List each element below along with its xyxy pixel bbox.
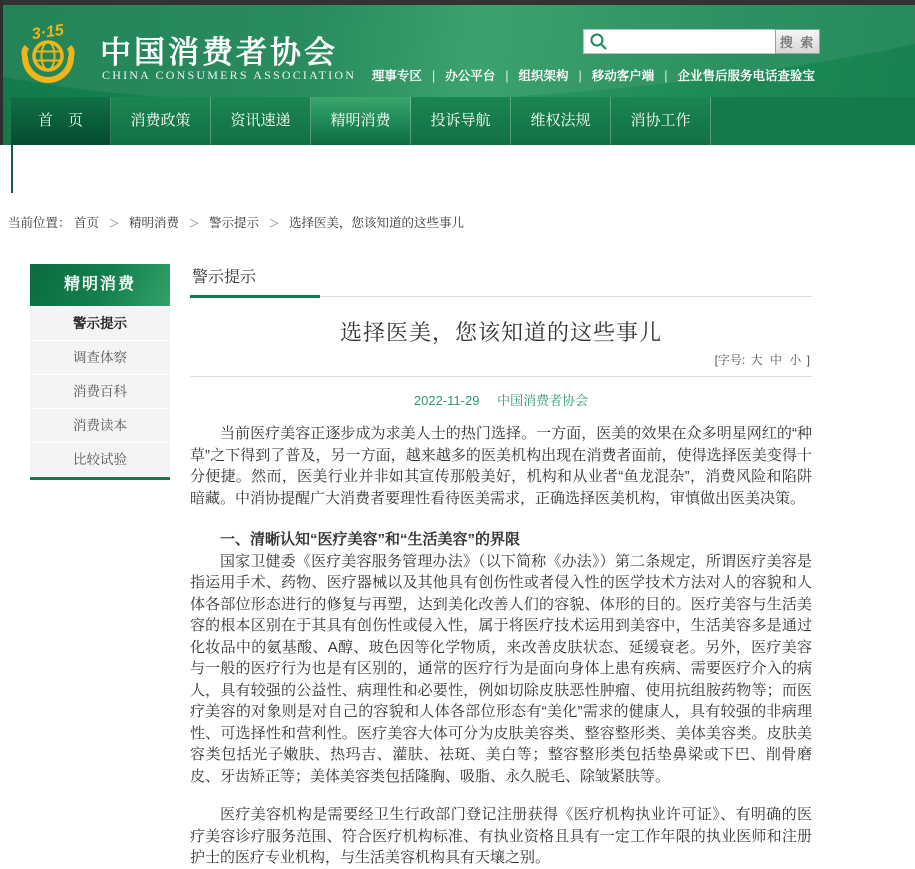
font-size-control — [190, 351, 812, 368]
font-size-small-button[interactable]: 小 — [789, 353, 802, 367]
nav-tab-consumption-policy[interactable]: 消费政策 — [111, 97, 211, 145]
link-office-platform[interactable]: 办公平台 — [445, 69, 496, 83]
sidebar — [30, 264, 170, 480]
nav-tab-home[interactable]: 首 页 — [11, 97, 111, 145]
breadcrumb — [8, 213, 915, 231]
article-body — [190, 423, 812, 869]
section-divider — [190, 296, 812, 297]
breadcrumb-separator: ＞ — [108, 218, 120, 230]
breadcrumb-smart-consumption[interactable]: 精明消费 — [128, 216, 179, 230]
link-separator: | — [664, 69, 668, 83]
breadcrumb-home[interactable]: 首页 — [74, 216, 100, 230]
nav-tab-smart-consumption[interactable]: 精明消费 — [311, 97, 411, 145]
link-separator: | — [505, 69, 509, 83]
left-accent-tick — [11, 145, 13, 193]
article-source: 中国消费者协会 — [497, 393, 589, 408]
search-input[interactable] — [583, 29, 775, 54]
breadcrumb-warning-tips[interactable]: 警示提示 — [208, 216, 259, 230]
breadcrumb-current-article: 选择医美，您该知道的这些事儿 — [288, 216, 464, 230]
nav-filler — [711, 97, 915, 145]
window-left-edge — [0, 0, 3, 145]
article-paragraph: 国家卫健委《医疗美容服务管理办法》（以下简称《办法》）第二条规定，所谓医疗美容是指运用手术、药物、医疗器械以及其他具有创伤性或者侵入性的医学技术方法对人的容貌和人体各部位形态进行的修复与再塑，达到美化改善人们的容貌、体形的目的。医疗美容与生活美容的根本区别在于其具有创伤性或侵入性，属于将医疗技术运用到美容中，生活美容多是通过化妆品中的氨基酸、A醇、玻色因等化学物质，来改善皮肤状态、延缓衰老。另外，医疗美容与一般的医疗行为也是有区别的，通常的医疗行为是面向身体上患有疾病、需要医疗介入的病人，具有较强的公益性、病理性和必要性，例如切除皮肤恶性肿瘤、使用抗组胺药物等；而医疗美容的对象则是对自己的容貌和人体各部位形态有“美化”需求的健康人，具有较强的非病理性、可选择性和营利性。医疗美容大体可分为皮肤美容类、整容整形类、美体美容类。皮肤美容类包括光子嫩肤、热玛吉、灌肤、祛斑、美白等；整容整形类包括垫鼻梁或下巴、削骨磨皮、牙齿矫正等；美体美容类包括隆胸、吸脂、永久脱毛、除皱紧肤等。 — [190, 552, 812, 785]
article-paragraph: 医疗美容机构是需要经卫生行政部门登记注册获得《医疗机构执业许可证》、有明确的医疗美容诊疗服务范围、符合医疗机构标准、有执业资格且具有一定工作年限的执业医师和注册护士的医疗专业机构，与生活美容机构具有天壤之别。 — [190, 806, 812, 866]
site-title: 中国消费者协会 — [100, 35, 338, 70]
sidebar-bottom-accent — [30, 477, 170, 480]
link-org-structure[interactable]: 组织架构 — [518, 69, 569, 83]
link-mobile-client[interactable]: 移动客户端 — [591, 69, 655, 83]
search-button[interactable]: 搜 索 — [775, 29, 820, 54]
link-separator: | — [578, 69, 582, 83]
link-council-zone[interactable]: 理事专区 — [371, 69, 422, 83]
section-divider-accent — [190, 295, 320, 298]
article-panel — [190, 264, 812, 869]
article-date: 2022-11-29 — [413, 393, 480, 408]
nav-tab-news[interactable]: 资讯速递 — [211, 97, 311, 145]
header-quick-links — [372, 66, 815, 84]
font-size-label-close: ] — [806, 353, 810, 367]
article-section-heading: 一、清晰认知“医疗美容”和“生活美容”的界限 — [220, 531, 521, 548]
nav-tab-rights-laws[interactable]: 维权法规 — [511, 97, 611, 145]
search-bar — [583, 29, 820, 54]
breadcrumb-prefix: 当前位置： — [8, 216, 71, 230]
main-nav — [0, 97, 915, 145]
section-title: 警示提示 — [192, 269, 257, 286]
sidebar-item-reading[interactable]: 消费读本 — [30, 409, 170, 442]
title-divider — [190, 376, 812, 377]
sidebar-item-survey[interactable]: 调查体察 — [30, 341, 170, 374]
site-subtitle: CHINA CONSUMERS ASSOCIATION — [102, 68, 357, 82]
cca-315-logo-icon — [17, 20, 79, 84]
nav-tab-association-work[interactable]: 消协工作 — [611, 97, 711, 145]
link-separator: | — [431, 69, 436, 83]
article-paragraph: 当前医疗美容正逐步成为求美人士的热门选择。一方面，医美的效果在众多明星网红的“种草”之下得到了普及，另一方面，越来越多的医美机构出现在消费者面前，使得选择医美变得十分便捷。然而，医美行业并非如其宣传那般美好，机构和从业者“鱼龙混杂”，消费风险和陷阱暗藏。中消协提醒广大消费者要理性看待医美需求，正确选择医美机构，审慎做出医美决策。 — [190, 425, 812, 507]
search-icon — [589, 32, 608, 56]
svg-text:3·15: 3·15 — [30, 21, 65, 44]
site-header — [0, 5, 915, 97]
sidebar-item-consumer-wiki[interactable]: 消费百科 — [30, 375, 170, 408]
sidebar-item-warning-tips[interactable]: 警示提示 — [30, 307, 170, 340]
sidebar-title: 精明消费 — [30, 264, 170, 306]
nav-tab-complaint-guide[interactable]: 投诉导航 — [411, 97, 511, 145]
breadcrumb-separator: ＞ — [268, 218, 280, 230]
sidebar-item-comparative-test[interactable]: 比较试验 — [30, 443, 170, 476]
main-layout — [0, 264, 915, 869]
breadcrumb-separator: ＞ — [188, 218, 200, 230]
font-size-medium-button[interactable]: 中 — [769, 353, 782, 367]
font-size-large-button[interactable]: 大 — [750, 353, 763, 367]
link-aftersales-phone-check[interactable]: 企业售后服务电话查验宝 — [677, 69, 815, 83]
page-title: 选择医美，您该知道的这些事儿 — [339, 320, 662, 345]
font-size-label-open: [字号: — [714, 353, 746, 367]
article-meta — [190, 390, 812, 409]
